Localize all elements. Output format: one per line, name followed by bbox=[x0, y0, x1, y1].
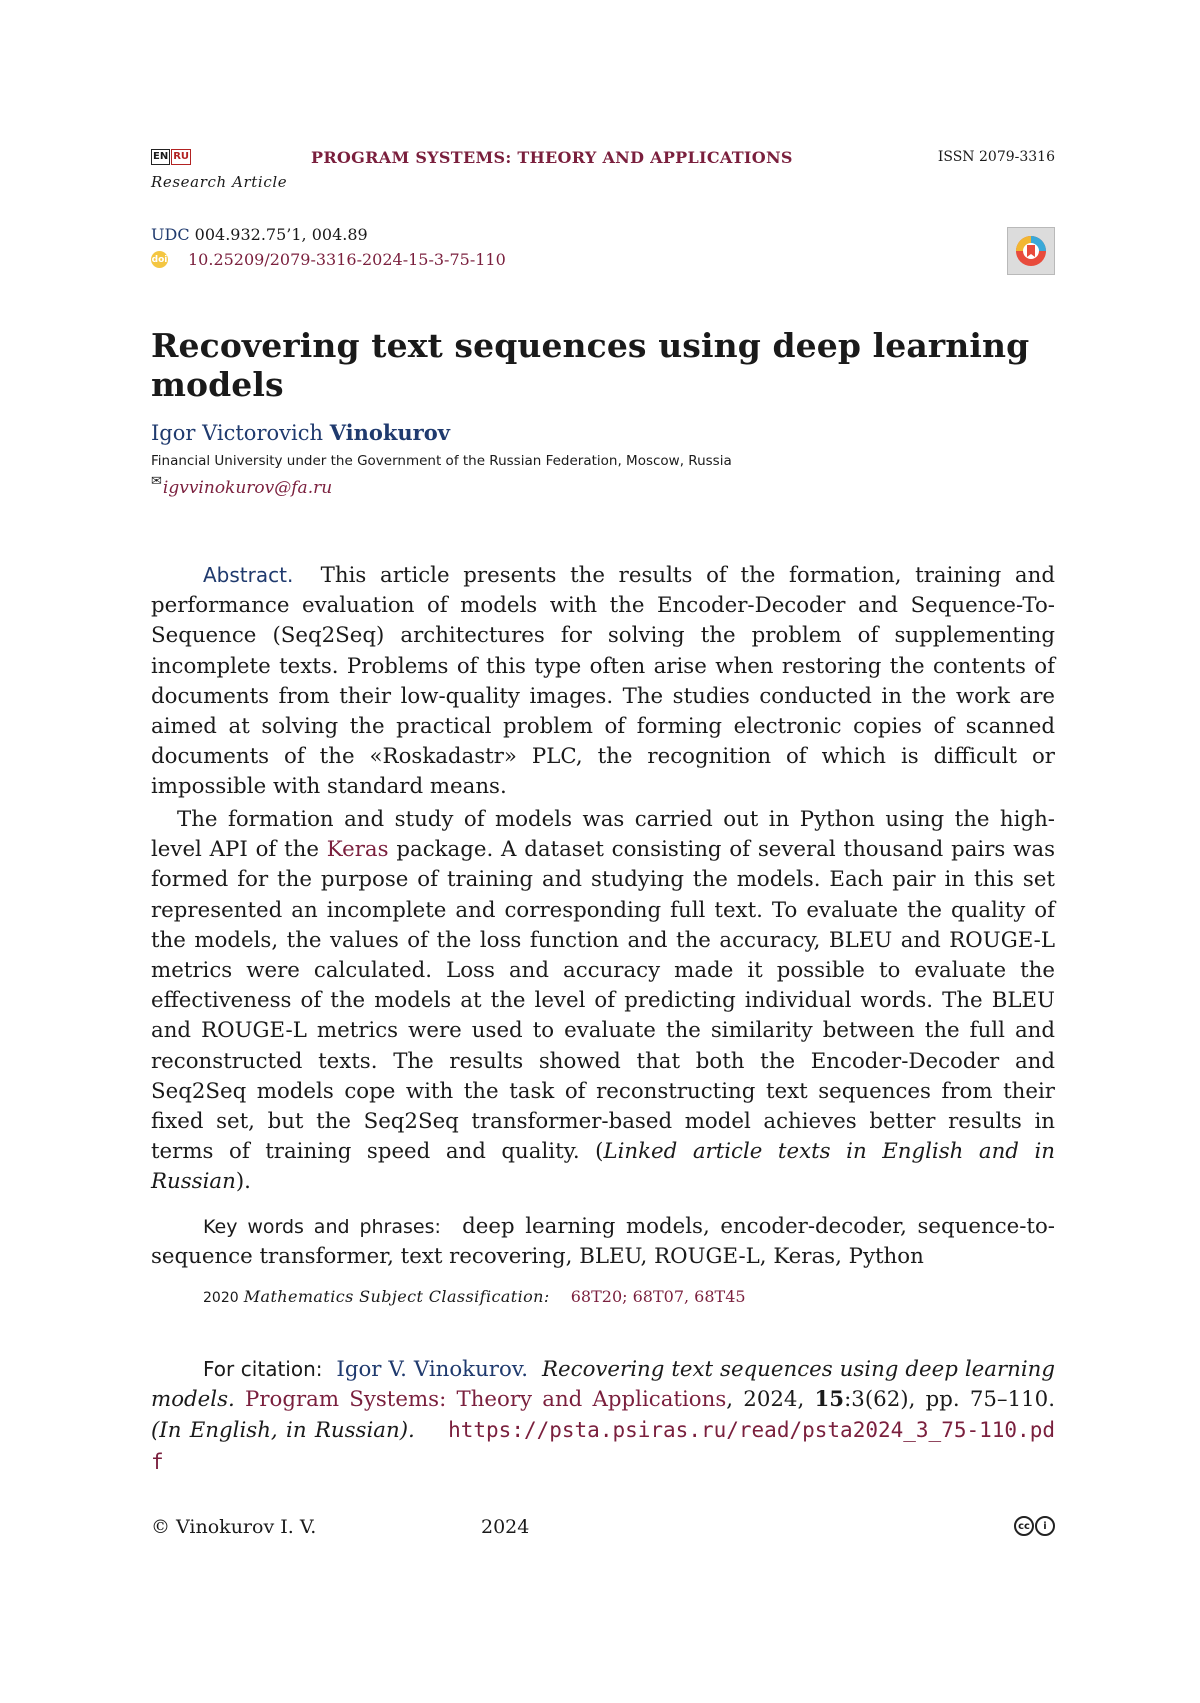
copyright-notice bbox=[151, 1516, 316, 1538]
article-type: Research Article bbox=[151, 173, 288, 191]
abstract-text-2b: package. A dataset consisting of several thousand pairs was formed for the purpose of training and studying the models. Each pair in this set represented an incomplete and corresponding full text. To evaluate the quality of the models, the values of the loss function and the accuracy, BLEU and ROUGE-L metrics were calculated. Loss and accuracy made it possible to evaluate the effectiveness of the models at the level of predicting individual words. The BLEU and ROUGE-L metrics were used to evaluate the similarity between the full and reconstructed texts. The results showed that both the Encoder-Decoder and Seq2Seq models cope with the task of reconstructing text sequences from their fixed set, but the Seq2Seq transformer-based model achieves better results in terms of training speed and quality. ( bbox=[151, 837, 1056, 1165]
author-first-names: Igor Victorovich bbox=[151, 421, 323, 445]
author-email[interactable]: igvvinokurov@fa.ru bbox=[162, 478, 333, 498]
author-surname: Vinokurov bbox=[329, 420, 450, 445]
article-title: Recovering text sequences using deep learning models bbox=[151, 326, 1030, 404]
udc-line bbox=[151, 225, 368, 244]
issn: ISSN 2079-3316 bbox=[937, 149, 1055, 165]
copyright-icon: © bbox=[151, 1516, 170, 1538]
keywords-text: deep learning models, encoder-decoder, sequence-to-sequence transformer, text recovering, BLEU, ROUGE-L, Keras, Python bbox=[151, 1214, 1055, 1270]
citation-issue: :3(62), bbox=[844, 1387, 916, 1413]
msc-label: Mathematics Subject Classification: bbox=[243, 1287, 550, 1306]
msc-codes[interactable]: 68T20; 68T07, 68T45 bbox=[570, 1287, 746, 1306]
abstract-label: Abstract. bbox=[203, 563, 294, 587]
abstract-text-1: This article presents the results of the formation, training and performance evaluation of models with the Encoder-Decoder and Sequence-To-Sequence (Seq2Seq) architectures for solving the problem of supplementing incomplete texts. Problems of this type often arise when restoring the contents of documents from their low-quality images. The studies conducted in the work are aimed at solving the practical problem of forming electronic copies of scanned documents of the «Roskadastr» PLC, the recognition of which is difficult or impossible with standard means. bbox=[151, 563, 1055, 800]
keywords-label: Key words and phrases: bbox=[203, 1216, 441, 1238]
page-footer bbox=[151, 1516, 1055, 1542]
journal-header bbox=[151, 148, 1055, 170]
lang-ru-badge[interactable]: RU bbox=[171, 149, 191, 165]
author-email-line[interactable] bbox=[151, 474, 333, 498]
abstract-text-2a: The formation and study of models was carried out in Python using the high-level API of the bbox=[151, 807, 1055, 863]
udc-label: UDC bbox=[151, 225, 190, 244]
language-switch[interactable] bbox=[151, 149, 191, 165]
copyright-holder: Vinokurov I. V. bbox=[176, 1516, 317, 1538]
citation-label: For citation: bbox=[203, 1357, 323, 1381]
abstract-paragraph-1 bbox=[151, 560, 1055, 803]
cc-icon: cc bbox=[1014, 1516, 1034, 1536]
citation-volume: 15 bbox=[814, 1387, 845, 1413]
msc-line bbox=[203, 1287, 746, 1306]
udc-value: 004.932.75’1, 004.89 bbox=[194, 225, 368, 244]
citation-journal[interactable]: Program Systems: Theory and Applications bbox=[245, 1387, 727, 1413]
keras-link[interactable]: Keras bbox=[326, 837, 389, 863]
footer-year: 2024 bbox=[481, 1516, 530, 1538]
journal-name: PROGRAM SYSTEMS: THEORY AND APPLICATIONS bbox=[311, 148, 793, 167]
doi-link[interactable]: 10.25209/2079-3316-2024-15-3-75-110 bbox=[188, 250, 506, 269]
abstract-text-2c: ). bbox=[235, 1169, 251, 1195]
citation-title: Recovering text sequences using deep learning models. bbox=[151, 1357, 1055, 1413]
cc-by-license-icon[interactable] bbox=[1014, 1516, 1055, 1536]
author-affiliation: Financial University under the Government of the Russian Federation, Moscow, Russia bbox=[151, 453, 732, 469]
lang-en-badge[interactable]: EN bbox=[151, 149, 170, 165]
abstract-paragraph-2 bbox=[151, 805, 1055, 1198]
citation-paragraph: For citation: Igor V. Vinokurov. Recovering text sequences using deep learning models. Program Systems: Theory and Applications, 2024, 15:3(62), pp. 75–110. (In English, in Russian). https://psta.psiras.ru/read/psta2024_3_75-110.pdf bbox=[151, 1357, 1056, 1474]
envelope-icon: ✉ bbox=[151, 474, 162, 489]
msc-year: 2020 bbox=[203, 1290, 239, 1306]
citation-pages: pp. 75–110. bbox=[925, 1387, 1056, 1413]
abstract-linked-note: Linked article texts in English and in Russian bbox=[151, 1139, 1055, 1195]
article-page bbox=[151, 0, 1055, 1703]
citation-url-link[interactable]: https://psta.psiras.ru/read/psta2024_3_75-110.pdf bbox=[151, 1418, 1055, 1474]
doi-line[interactable] bbox=[151, 250, 506, 269]
by-attribution-icon: i bbox=[1035, 1516, 1055, 1536]
crossmark-icon[interactable] bbox=[1007, 227, 1055, 275]
crossmark-badge-icon bbox=[1014, 234, 1048, 268]
citation-year: 2024, bbox=[743, 1387, 805, 1413]
keywords-paragraph bbox=[151, 1212, 1055, 1272]
author-name[interactable] bbox=[151, 420, 450, 445]
doi-icon: doi bbox=[151, 251, 168, 268]
citation-language-note: (In English, in Russian). bbox=[151, 1418, 415, 1444]
citation-author[interactable]: Igor V. Vinokurov. bbox=[336, 1357, 529, 1382]
